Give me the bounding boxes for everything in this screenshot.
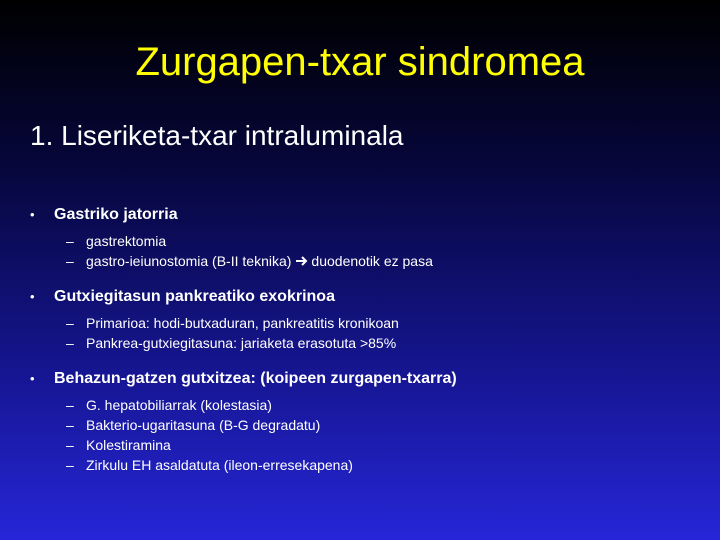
sub-dash: –	[66, 417, 74, 433]
bullet-pancreatic-insufficiency	[0, 286, 720, 353]
sub-item-text: Pankrea-gutxiegitasuna: jariaketa erasotuta >85%	[86, 335, 397, 351]
bullet-label: Gastriko jatorria	[54, 206, 178, 223]
bullet-label: Gutxiegitasun pankreatiko exokrinoa	[54, 288, 335, 305]
sub-dash: –	[66, 253, 74, 269]
slide-title: Zurgapen-txar sindromea	[135, 40, 585, 84]
sub-item	[0, 395, 720, 415]
sub-item-text: gastrektomia	[86, 233, 167, 249]
sub-item	[0, 251, 720, 271]
sub-dash: –	[66, 397, 74, 413]
bullet-bile-salt-reduction	[0, 368, 720, 475]
sub-dash: –	[66, 233, 74, 249]
sub-item-text: Bakterio-ugaritasuna (B-G degradatu)	[86, 417, 321, 433]
sub-item	[0, 333, 720, 353]
sub-item-text	[86, 251, 433, 271]
slide-subtitle: 1. Liseriketa-txar intraluminala	[30, 120, 404, 151]
bullet-label: Behazun-gatzen gutxitzea: (koipeen zurgapen-txarra)	[54, 370, 457, 387]
sub-list	[0, 395, 720, 475]
sub-item-text: Kolestiramina	[86, 437, 171, 453]
sub-item	[0, 231, 720, 251]
sub-item-text: Zirkulu EH asaldatuta (ileon-erresekapena)	[86, 457, 353, 473]
bullet-dot: •	[30, 371, 35, 386]
bullet-gastric-origin	[0, 204, 720, 271]
sub-dash: –	[66, 315, 74, 331]
sub-dash: –	[66, 335, 74, 351]
bullet-dot: •	[30, 207, 35, 222]
sub-list	[0, 231, 720, 271]
sub-dash: –	[66, 457, 74, 473]
sub-item-text-main: gastro-ieiunostomia (B-II teknika)	[86, 253, 292, 269]
sub-item	[0, 415, 720, 435]
right-arrow-icon	[295, 255, 309, 267]
bullet-dot: •	[30, 289, 35, 304]
sub-list	[0, 313, 720, 353]
sub-item-text-after: duodenotik ez pasa	[311, 253, 433, 269]
sub-item-text: G. hepatobiliarrak (kolestasia)	[86, 397, 272, 413]
sub-dash: –	[66, 437, 74, 453]
sub-item	[0, 435, 720, 455]
sub-item-text: Primarioa: hodi-butxaduran, pankreatitis kronikoan	[86, 315, 399, 331]
sub-item	[0, 455, 720, 475]
sub-item	[0, 313, 720, 333]
